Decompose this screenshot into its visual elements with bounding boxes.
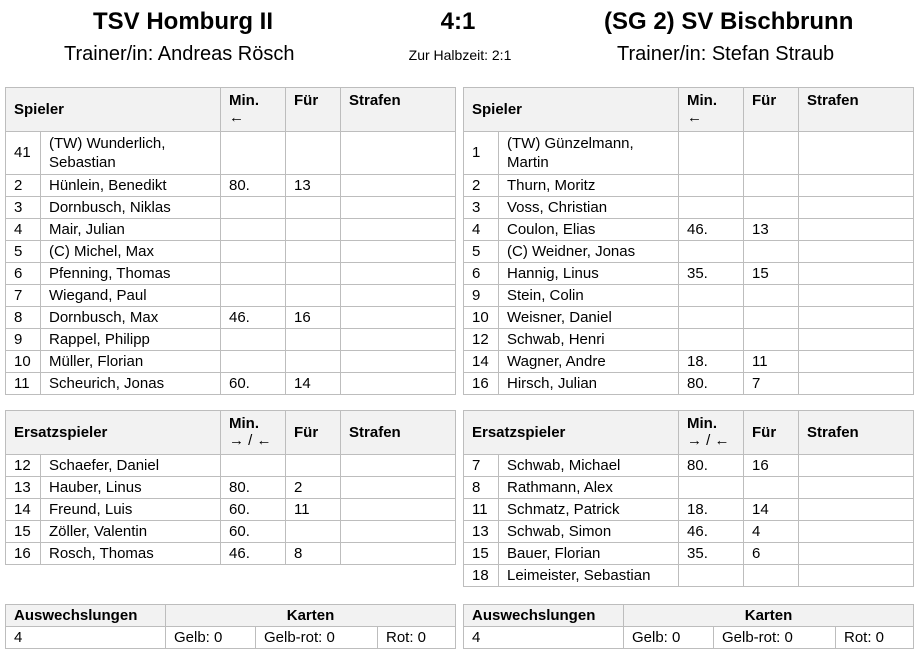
player-number: 15 xyxy=(6,521,41,543)
penalties xyxy=(341,373,456,395)
player-number: 7 xyxy=(6,285,41,307)
final-score: 4:1 xyxy=(440,8,476,35)
sub-for xyxy=(744,307,799,329)
col-ersatzspieler: Ersatzspieler xyxy=(6,411,221,455)
sub-minute: 46. xyxy=(679,219,744,241)
away-subs-table xyxy=(463,410,914,587)
player-name: Hirsch, Julian xyxy=(499,373,679,395)
sub-minute xyxy=(221,241,286,263)
player-number: 2 xyxy=(6,175,41,197)
col-fuer: Für xyxy=(286,411,341,455)
col-fuer: Für xyxy=(744,411,799,455)
sub-for: 14 xyxy=(286,373,341,395)
player-number: 3 xyxy=(6,197,41,219)
sub-minute: 35. xyxy=(679,263,744,285)
penalties xyxy=(341,521,456,543)
player-row xyxy=(464,241,914,263)
player-number: 9 xyxy=(6,329,41,351)
substitutions-count: 4 xyxy=(464,627,624,649)
penalties xyxy=(341,241,456,263)
player-row xyxy=(6,543,456,565)
sub-for xyxy=(744,197,799,219)
penalties xyxy=(341,307,456,329)
player-row xyxy=(464,132,914,175)
sub-for xyxy=(286,263,341,285)
player-name: Müller, Florian xyxy=(41,351,221,373)
sub-minute: 18. xyxy=(679,499,744,521)
player-name: Weisner, Daniel xyxy=(499,307,679,329)
player-row xyxy=(6,285,456,307)
sub-minute: 80. xyxy=(679,455,744,477)
player-row xyxy=(6,197,456,219)
sub-for xyxy=(744,565,799,587)
col-auswechslungen: Auswechslungen xyxy=(464,605,624,627)
penalties xyxy=(799,307,914,329)
player-number: 13 xyxy=(6,477,41,499)
player-number: 41 xyxy=(6,132,41,175)
sub-minute xyxy=(221,455,286,477)
col-strafen: Strafen xyxy=(799,411,914,455)
penalties xyxy=(799,241,914,263)
sub-for xyxy=(744,132,799,175)
col-min xyxy=(221,88,286,132)
sub-minute xyxy=(679,477,744,499)
sub-for xyxy=(286,329,341,351)
sub-for: 16 xyxy=(744,455,799,477)
player-number: 8 xyxy=(464,477,499,499)
player-number: 4 xyxy=(464,219,499,241)
penalties xyxy=(341,477,456,499)
player-name: Rathmann, Alex xyxy=(499,477,679,499)
home-starters-body xyxy=(6,132,456,395)
penalties xyxy=(799,351,914,373)
player-row xyxy=(464,543,914,565)
player-number: 12 xyxy=(6,455,41,477)
player-name: Zöller, Valentin xyxy=(41,521,221,543)
sub-minute: 35. xyxy=(679,543,744,565)
player-number: 1 xyxy=(464,132,499,175)
sub-minute xyxy=(221,132,286,175)
player-row xyxy=(6,241,456,263)
sub-minute xyxy=(679,197,744,219)
penalties xyxy=(799,565,914,587)
home-subs-table xyxy=(5,410,456,565)
away-team-name: (SG 2) SV Bischbrunn xyxy=(604,8,854,35)
player-name: Schaefer, Daniel xyxy=(41,455,221,477)
sub-for: 8 xyxy=(286,543,341,565)
penalties xyxy=(341,175,456,197)
player-number: 14 xyxy=(6,499,41,521)
penalties xyxy=(341,499,456,521)
player-number: 16 xyxy=(6,543,41,565)
player-name: Pfenning, Thomas xyxy=(41,263,221,285)
player-row xyxy=(6,132,456,175)
player-name: Schwab, Simon xyxy=(499,521,679,543)
player-row xyxy=(464,285,914,307)
col-fuer: Für xyxy=(744,88,799,132)
col-karten: Karten xyxy=(166,605,456,627)
player-row xyxy=(6,175,456,197)
player-name: Thurn, Moritz xyxy=(499,175,679,197)
player-number: 2 xyxy=(464,175,499,197)
col-min-arrow: → / ← xyxy=(229,432,272,449)
home-starters-table xyxy=(5,87,456,395)
player-name: Coulon, Elias xyxy=(499,219,679,241)
player-number: 14 xyxy=(464,351,499,373)
player-name: (C) Michel, Max xyxy=(41,241,221,263)
substitutions-count: 4 xyxy=(6,627,166,649)
player-name: (TW) Günzelmann, Martin xyxy=(499,132,679,175)
red-cards: Rot: 0 xyxy=(836,627,914,649)
col-min-label: Min. xyxy=(687,92,717,109)
penalties xyxy=(799,455,914,477)
sub-minute: 46. xyxy=(221,543,286,565)
player-number: 7 xyxy=(464,455,499,477)
yellow-cards: Gelb: 0 xyxy=(624,627,714,649)
penalties xyxy=(799,175,914,197)
player-row xyxy=(464,197,914,219)
player-number: 9 xyxy=(464,285,499,307)
player-row xyxy=(6,521,456,543)
home-subs-body xyxy=(6,455,456,565)
player-name: Hauber, Linus xyxy=(41,477,221,499)
sub-minute xyxy=(679,307,744,329)
player-number: 8 xyxy=(6,307,41,329)
player-row xyxy=(464,565,914,587)
player-row xyxy=(6,373,456,395)
sub-for xyxy=(744,477,799,499)
sub-minute xyxy=(221,197,286,219)
penalties xyxy=(799,329,914,351)
player-name: (TW) Wunderlich, Sebastian xyxy=(41,132,221,175)
player-row xyxy=(464,499,914,521)
player-row xyxy=(464,219,914,241)
yellow-cards: Gelb: 0 xyxy=(166,627,256,649)
player-number: 6 xyxy=(464,263,499,285)
player-name: Wiegand, Paul xyxy=(41,285,221,307)
sub-for: 13 xyxy=(744,219,799,241)
sub-minute xyxy=(679,565,744,587)
sub-for xyxy=(744,175,799,197)
player-name: (C) Weidner, Jonas xyxy=(499,241,679,263)
sub-for: 11 xyxy=(744,351,799,373)
col-min xyxy=(679,411,744,455)
player-row xyxy=(464,521,914,543)
halftime-score xyxy=(390,47,530,63)
sub-minute: 60. xyxy=(221,499,286,521)
penalties xyxy=(799,197,914,219)
penalties xyxy=(799,263,914,285)
sub-for xyxy=(744,285,799,307)
player-row xyxy=(6,329,456,351)
col-min-label: Min. xyxy=(229,92,259,109)
penalties xyxy=(799,373,914,395)
penalties xyxy=(341,329,456,351)
penalties xyxy=(799,285,914,307)
halftime-value: 2:1 xyxy=(491,47,512,63)
sub-minute: 60. xyxy=(221,373,286,395)
col-spieler: Spieler xyxy=(6,88,221,132)
player-number: 10 xyxy=(464,307,499,329)
sub-for: 14 xyxy=(744,499,799,521)
player-name: Dornbusch, Max xyxy=(41,307,221,329)
player-name: Schwab, Michael xyxy=(499,455,679,477)
sub-for: 6 xyxy=(744,543,799,565)
sub-minute xyxy=(679,175,744,197)
player-name: Scheurich, Jonas xyxy=(41,373,221,395)
player-row xyxy=(6,455,456,477)
penalties xyxy=(341,285,456,307)
sub-for: 13 xyxy=(286,175,341,197)
sub-for xyxy=(286,521,341,543)
player-name: Freund, Luis xyxy=(41,499,221,521)
player-row xyxy=(6,499,456,521)
penalties xyxy=(341,351,456,373)
player-number: 10 xyxy=(6,351,41,373)
penalties xyxy=(341,263,456,285)
sub-for: 2 xyxy=(286,477,341,499)
player-row xyxy=(464,477,914,499)
away-trainer: Trainer/in: Stefan Straub xyxy=(617,43,835,65)
sub-minute xyxy=(679,285,744,307)
player-row xyxy=(464,351,914,373)
player-name: Stein, Colin xyxy=(499,285,679,307)
penalties xyxy=(799,132,914,175)
sub-for: 15 xyxy=(744,263,799,285)
player-row xyxy=(464,307,914,329)
yellow-red-cards: Gelb-rot: 0 xyxy=(256,627,378,649)
player-row xyxy=(6,351,456,373)
player-name: Hünlein, Benedikt xyxy=(41,175,221,197)
sub-for xyxy=(286,455,341,477)
player-row xyxy=(6,219,456,241)
player-number: 4 xyxy=(6,219,41,241)
sub-for xyxy=(286,285,341,307)
penalties xyxy=(799,499,914,521)
sub-minute xyxy=(221,285,286,307)
away-starters-body xyxy=(464,132,914,395)
sub-minute: 46. xyxy=(679,521,744,543)
home-team-name: TSV Homburg II xyxy=(93,8,273,35)
player-row xyxy=(6,263,456,285)
home-trainer: Trainer/in: Andreas Rösch xyxy=(64,43,295,65)
player-row xyxy=(464,175,914,197)
sub-for xyxy=(744,329,799,351)
player-name: Schwab, Henri xyxy=(499,329,679,351)
sub-minute: 60. xyxy=(221,521,286,543)
player-number: 18 xyxy=(464,565,499,587)
col-strafen: Strafen xyxy=(341,411,456,455)
player-row xyxy=(464,263,914,285)
player-row xyxy=(6,307,456,329)
sub-for: 4 xyxy=(744,521,799,543)
home-summary-table xyxy=(5,604,456,649)
col-min xyxy=(221,411,286,455)
sub-minute xyxy=(221,329,286,351)
sub-minute: 80. xyxy=(679,373,744,395)
sub-minute xyxy=(221,351,286,373)
player-number: 11 xyxy=(464,499,499,521)
penalties xyxy=(341,197,456,219)
sub-for xyxy=(286,219,341,241)
player-number: 5 xyxy=(464,241,499,263)
yellow-red-cards: Gelb-rot: 0 xyxy=(714,627,836,649)
penalties xyxy=(799,521,914,543)
player-name: Voss, Christian xyxy=(499,197,679,219)
player-row xyxy=(464,329,914,351)
player-number: 6 xyxy=(6,263,41,285)
player-number: 13 xyxy=(464,521,499,543)
col-auswechslungen: Auswechslungen xyxy=(6,605,166,627)
penalties xyxy=(799,543,914,565)
player-number: 15 xyxy=(464,543,499,565)
player-number: 3 xyxy=(464,197,499,219)
col-ersatzspieler: Ersatzspieler xyxy=(464,411,679,455)
away-starters-table xyxy=(463,87,914,395)
player-number: 16 xyxy=(464,373,499,395)
sub-minute: 18. xyxy=(679,351,744,373)
player-name: Hannig, Linus xyxy=(499,263,679,285)
penalties xyxy=(799,477,914,499)
player-name: Rosch, Thomas xyxy=(41,543,221,565)
player-number: 12 xyxy=(464,329,499,351)
sub-minute xyxy=(221,219,286,241)
away-summary-table xyxy=(463,604,914,649)
player-name: Leimeister, Sebastian xyxy=(499,565,679,587)
player-name: Dornbusch, Niklas xyxy=(41,197,221,219)
col-karten: Karten xyxy=(624,605,914,627)
sub-for xyxy=(744,241,799,263)
penalties xyxy=(341,455,456,477)
player-name: Schmatz, Patrick xyxy=(499,499,679,521)
sub-for xyxy=(286,197,341,219)
col-min-arrow: ← xyxy=(229,109,244,126)
col-min-arrow: ← xyxy=(687,109,702,126)
sub-minute xyxy=(679,329,744,351)
sub-for xyxy=(286,132,341,175)
col-min-arrow: → / ← xyxy=(687,432,730,449)
penalties xyxy=(341,219,456,241)
col-strafen: Strafen xyxy=(799,88,914,132)
penalties xyxy=(341,132,456,175)
player-name: Bauer, Florian xyxy=(499,543,679,565)
sub-minute xyxy=(679,132,744,175)
penalties xyxy=(799,219,914,241)
sub-for: 7 xyxy=(744,373,799,395)
sub-minute xyxy=(221,263,286,285)
sub-minute: 80. xyxy=(221,175,286,197)
penalties xyxy=(341,543,456,565)
player-name: Wagner, Andre xyxy=(499,351,679,373)
col-min-label: Min. xyxy=(687,415,718,432)
player-row xyxy=(464,373,914,395)
sub-for: 16 xyxy=(286,307,341,329)
col-min xyxy=(679,88,744,132)
player-number: 5 xyxy=(6,241,41,263)
col-strafen: Strafen xyxy=(341,88,456,132)
player-row xyxy=(464,455,914,477)
sub-for xyxy=(286,351,341,373)
sub-minute: 80. xyxy=(221,477,286,499)
player-number: 11 xyxy=(6,373,41,395)
col-spieler: Spieler xyxy=(464,88,679,132)
red-cards: Rot: 0 xyxy=(378,627,456,649)
player-name: Rappel, Philipp xyxy=(41,329,221,351)
sub-for xyxy=(286,241,341,263)
sub-for: 11 xyxy=(286,499,341,521)
sub-minute: 46. xyxy=(221,307,286,329)
away-subs-body xyxy=(464,455,914,587)
player-name: Mair, Julian xyxy=(41,219,221,241)
player-row xyxy=(6,477,456,499)
halftime-label: Zur Halbzeit: xyxy=(408,47,488,63)
col-fuer: Für xyxy=(286,88,341,132)
sub-minute xyxy=(679,241,744,263)
col-min-label: Min. xyxy=(229,415,260,432)
